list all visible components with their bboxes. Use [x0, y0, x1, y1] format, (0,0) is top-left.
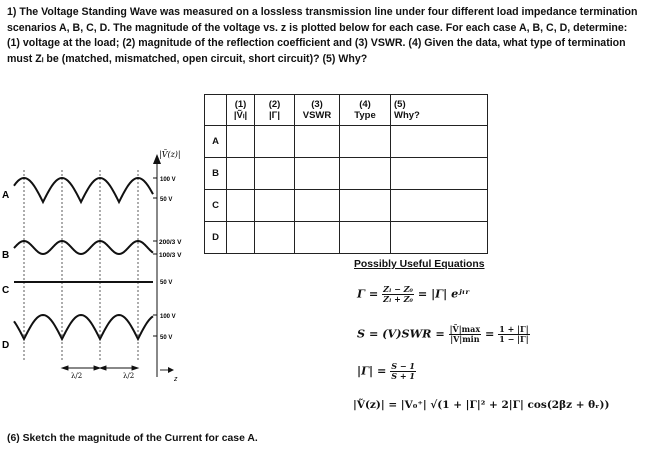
gamma-magnitude-equation: [357, 362, 416, 381]
case-label-c: C: [2, 285, 10, 296]
answer-cell[interactable]: [340, 190, 391, 222]
col-header-1: [227, 95, 255, 126]
answer-table: [204, 94, 488, 254]
wave-b: [14, 241, 153, 254]
mag-fraction: [390, 362, 416, 381]
gamma-num: Zₗ − Z₀: [383, 284, 413, 294]
answer-cell[interactable]: [295, 158, 340, 190]
table-corner-cell: [205, 95, 227, 126]
level-d-1: 100 V: [160, 314, 176, 320]
col-number: (5): [394, 99, 406, 110]
answer-cell[interactable]: [391, 222, 488, 254]
vswr-equation: [357, 325, 530, 344]
lambda-label-1: λ/2: [71, 372, 83, 380]
answer-cell[interactable]: [391, 158, 488, 190]
answer-cell[interactable]: [255, 190, 295, 222]
question-6: (6) Sketch the magnitude of the Current for case A.: [7, 433, 258, 444]
gamma-fraction: [382, 285, 414, 304]
answer-cell[interactable]: [255, 222, 295, 254]
answer-cell[interactable]: [295, 126, 340, 158]
vswr-fraction-2: [498, 325, 529, 344]
col-number: (2): [268, 99, 281, 110]
answer-cell[interactable]: [227, 158, 255, 190]
level-d-2: 50 V: [160, 335, 173, 341]
level-b-2: 100/3 V: [159, 252, 182, 259]
table-header-row: [205, 95, 488, 126]
answer-cell[interactable]: [340, 126, 391, 158]
table-row: [205, 126, 488, 158]
answer-cell[interactable]: [255, 126, 295, 158]
col-title: |Γ|: [268, 110, 281, 121]
mag-lhs: |Γ| =: [357, 363, 387, 378]
row-label: A: [205, 126, 227, 158]
row-label: D: [205, 222, 227, 254]
col-number: (4): [359, 99, 371, 110]
row-label: B: [205, 158, 227, 190]
table-row: [205, 222, 488, 254]
equations-title: Possibly Useful Equations: [354, 259, 485, 270]
col-header-5: [391, 95, 488, 126]
case-label-d: D: [2, 340, 10, 351]
level-b-1: 200/3 V: [159, 239, 182, 246]
y-axis-label: |Ṽ(z)|: [159, 150, 181, 159]
col-header-3: [295, 95, 340, 126]
lambda-dimension-arrows: [62, 366, 138, 370]
lambda-label-2: λ/2: [123, 372, 135, 380]
col-header-4: [340, 95, 391, 126]
answer-cell[interactable]: [295, 222, 340, 254]
answer-cell[interactable]: [227, 190, 255, 222]
wave-d: [14, 315, 153, 339]
col-title: |Ṽₗ|: [233, 110, 248, 121]
col-title: Type: [354, 110, 376, 121]
z-arrowhead: [168, 367, 174, 373]
answer-cell[interactable]: [340, 222, 391, 254]
gamma-lhs: Γ =: [357, 286, 379, 301]
vswr-den: |Ṽ|min: [450, 334, 480, 344]
row-label: C: [205, 190, 227, 222]
vswr-num2: 1 + |Γ|: [499, 324, 529, 334]
vswr-equals: =: [485, 326, 495, 341]
level-a-2: 50 V: [160, 197, 173, 203]
vswr-den2: 1 − |Γ|: [499, 334, 529, 344]
case-label-a: A: [2, 190, 10, 201]
col-title: VSWR: [302, 110, 332, 121]
col-header-2: [255, 95, 295, 126]
answer-cell[interactable]: [295, 190, 340, 222]
answer-cell[interactable]: [227, 222, 255, 254]
vz-equation: |Ṽ(z)| = |V₀⁺| √(1 + |Γ|² + 2|Γ| cos(2βz + θᵣ)): [353, 399, 610, 411]
gamma-equation: [357, 285, 470, 304]
standing-wave-plot: [0, 140, 200, 385]
mag-num: S − 1: [391, 361, 415, 371]
gamma-den: Zₗ + Z₀: [383, 294, 413, 304]
level-a-1: 100 V: [160, 177, 176, 183]
table-row: [205, 158, 488, 190]
case-label-b: B: [2, 250, 10, 261]
wave-a: [14, 178, 153, 202]
gamma-rhs: = |Γ| eʲᶥʳ: [417, 286, 470, 301]
answer-cell[interactable]: [227, 126, 255, 158]
answer-cell[interactable]: [340, 158, 391, 190]
vswr-num: |Ṽ|max: [449, 324, 481, 334]
z-axis-label: z: [174, 376, 178, 383]
level-c-1: 50 V: [160, 280, 173, 286]
col-number: (3): [311, 99, 323, 110]
answer-cell[interactable]: [391, 126, 488, 158]
question-text: 1) The Voltage Standing Wave was measured on a lossless transmission line under four different load impedance termination scenarios A, B, C, D. The magnitude of the voltage vs. z is plotted below for each case. For each case A, B, C, D, determine: (1) voltage at the load; (2) magnitude of the reflection coefficient and (3) VSWR. (4) Given the data, what type of termination must Zₗ be (matched, mismatched, open circuit, short circuit)? (5) Why?: [7, 6, 638, 65]
col-number: (1): [234, 99, 247, 110]
col-title: Why?: [394, 110, 420, 121]
answer-cell[interactable]: [391, 190, 488, 222]
mag-den: S + 1: [391, 371, 415, 381]
vswr-lhs: S = (V)SWR =: [357, 326, 445, 341]
table-row: [205, 190, 488, 222]
answer-cell[interactable]: [255, 158, 295, 190]
vswr-fraction-1: [449, 325, 481, 344]
